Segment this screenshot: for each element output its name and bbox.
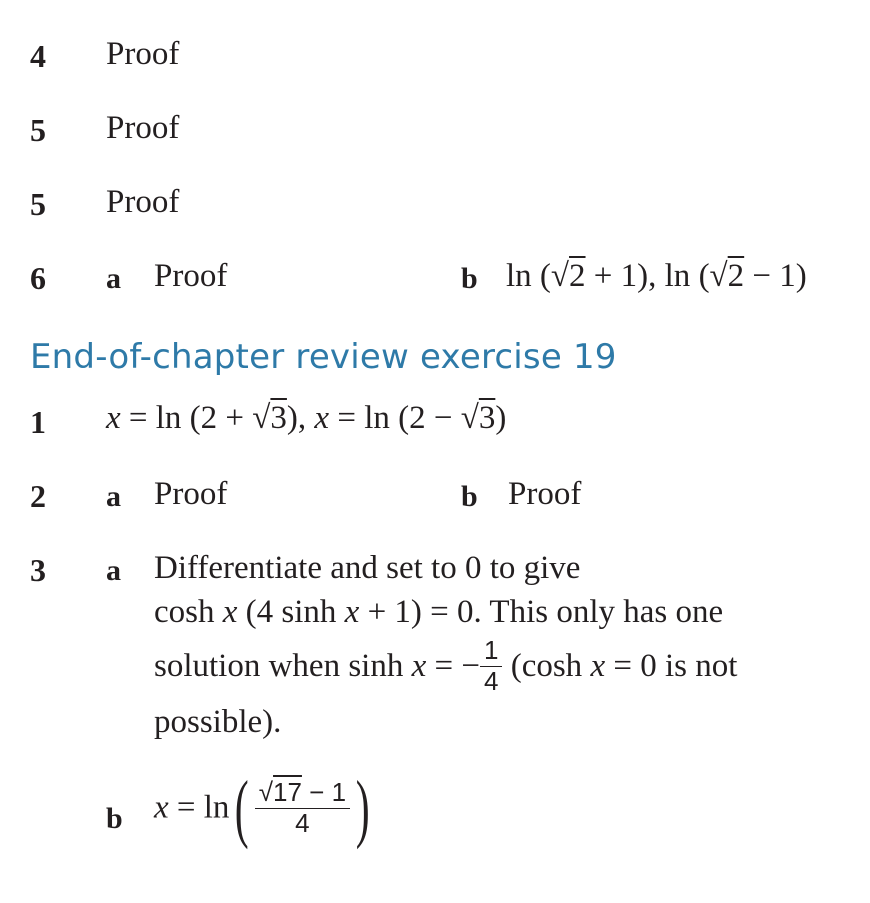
answer-text: Proof xyxy=(154,476,228,512)
fraction: $\frac{√17 - 1}{4}$ xyxy=(255,778,350,839)
answer-text: Proof xyxy=(508,476,582,512)
part-label-b: b xyxy=(461,480,478,513)
answer-number: 4 xyxy=(30,38,46,74)
math-expression: solution when sinh x = − $\frac{1}{4}$ (cosh x = 0 is not xyxy=(154,635,738,696)
math-expression: ln (√2 + 1), ln (√2 − 1) xyxy=(506,258,807,294)
answer-text: Proof xyxy=(106,110,180,146)
part-label-b: b xyxy=(106,802,123,835)
answer-text: possible). xyxy=(154,704,282,740)
answer-number: 1 xyxy=(30,404,46,440)
part-label-a: a xyxy=(106,262,121,295)
section-heading: End-of-chapter review exercise 19 xyxy=(30,337,617,377)
part-label-a: a xyxy=(106,554,121,587)
answer-text: Proof xyxy=(106,36,180,72)
part-label-a: a xyxy=(106,480,121,513)
answer-number: 6 xyxy=(30,260,46,296)
math-expression: x = ln (2 + √3), x = ln (2 − √3) xyxy=(106,400,507,436)
math-expression: x = ln( $\frac{√17 - 1}{4}$ ) xyxy=(154,766,370,850)
answer-number: 2 xyxy=(30,478,46,514)
answer-number: 3 xyxy=(30,552,46,588)
part-label-b: b xyxy=(461,262,478,295)
answer-number: 5 xyxy=(30,112,46,148)
math-expression: cosh x (4 sinh x + 1) = 0. This only has one xyxy=(154,594,724,630)
fraction: $\frac{1}{4}$ xyxy=(480,636,502,697)
answer-text: Proof xyxy=(106,184,180,220)
answer-text: Differentiate and set to 0 to give xyxy=(154,550,581,586)
answer-text: Proof xyxy=(154,258,228,294)
answer-number: 5 xyxy=(30,186,46,222)
